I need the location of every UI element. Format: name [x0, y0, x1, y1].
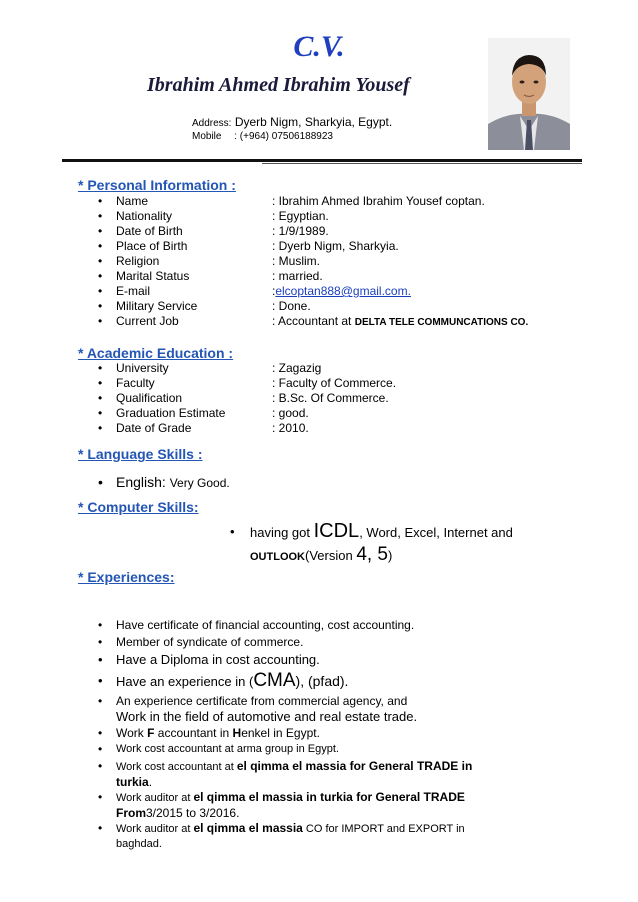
skill-icdl: ICDL: [313, 520, 360, 542]
email-link[interactable]: elcoptan888@gmail.com.: [275, 284, 411, 298]
item-value: : married.: [272, 269, 323, 283]
item-text: Work cost accountant at: [116, 761, 237, 773]
item-value: : 1/9/1989.: [272, 224, 329, 238]
item-value: : Dyerb Nigm, Sharkyia.: [272, 239, 399, 253]
experiences-list: • Have certificate of financial accounting, cost accounting. • Member of syndicate of commerce. • Have a Diploma in cost accounting. • Have an experience in (CMA), (pfad). • An experience certificate from commercial agency, and Work in the field of automotive and real estate trade. • Work F accountant in Henkel in Egypt. • Work cost accountant at arma group in Egypt. • Work cost accountant at el qimma el massia for General TRADE in turkia. • Work auditor at el qimma el massia in turkia for General TRADE From3/2015 to 3/2016. • Work auditor at el qimma el massia CO for IMPORT and EXPORT in baghdad.: [98, 618, 473, 850]
address-value: Dyerb Nigm, Sharkyia, Egypt.: [234, 115, 393, 129]
item-label: Marital Status: [116, 269, 190, 283]
item-value-prefix: :: [272, 284, 276, 298]
skill-text: (Version: [305, 548, 357, 563]
item-text: enkel in Egypt.: [241, 726, 320, 740]
full-name: Ibrahim Ahmed Ibrahim Yousef: [147, 74, 410, 96]
item-text-bold: From: [116, 806, 146, 820]
item-label: Current Job: [116, 314, 179, 328]
item-value: : 2010.: [272, 421, 309, 435]
item-text: Work auditor at: [116, 792, 194, 804]
item-text: Have certificate of financial accounting, cost accounting.: [116, 618, 415, 632]
mobile-label: Mobile: [192, 131, 222, 142]
item-value: : Faculty of Commerce.: [272, 376, 397, 390]
item-text: CO for IMPORT and EXPORT in: [302, 823, 465, 835]
item-text-bold: el qimma el massia for General TRADE in: [236, 759, 473, 773]
item-label: University: [116, 361, 169, 375]
item-label: Nationality: [116, 209, 173, 223]
item-label: Faculty: [116, 376, 155, 390]
item-text: accountant in: [154, 726, 233, 740]
item-label: Place of Birth: [116, 239, 188, 253]
item-text: .: [148, 775, 153, 789]
skill-text: ): [388, 548, 393, 563]
item-label: Qualification: [116, 391, 183, 405]
address-line: [192, 115, 392, 129]
item-text: An experience certificate from commercial agency, and: [116, 694, 408, 708]
item-text-bold: F: [147, 726, 155, 740]
personal-info-list: • Name : Ibrahim Ahmed Ibrahim Yousef coptan. • Nationality : Egyptian. • Date of Birth : 1/9/1989. • Place of Birth : Dyerb Nigm, Sharkyia. • Religion : Muslim. • Marital Status : married. • E-mail :elcoptan888@gmail.com. • Military Service : Done. • Current Job : Accountant at DELTA TELE COMMUNCATIONS CO.: [98, 194, 529, 328]
item-text: Work in the field of automotive and real estate trade.: [116, 709, 418, 724]
item-label: Religion: [116, 254, 160, 268]
academic-heading: * Academic Education :: [78, 345, 234, 361]
cv-title: C.V.: [293, 30, 345, 63]
item-text: baghdad.: [116, 838, 162, 850]
item-text: Work cost accountant at arma group in Egypt.: [116, 743, 339, 755]
academic-list: • University : Zagazig • Faculty : Faculty of Commerce. • Qualification : B.Sc. Of Commerce. • Graduation Estimate : good. • Date of Grade : 2010.: [98, 361, 397, 435]
item-label: Date of Grade: [116, 421, 192, 435]
experiences-heading: * Experiences:: [78, 569, 175, 585]
skill-text: , Word, Excel, Internet and: [359, 525, 513, 540]
language-heading: [78, 446, 232, 462]
item-label: E-mail: [116, 284, 151, 298]
profile-photo: [488, 38, 570, 150]
item-text-bold: H: [232, 726, 242, 740]
language-heading-text: * Language Skills :: [78, 446, 203, 462]
language-name: English:: [116, 474, 166, 490]
item-value: : B.Sc. Of Commerce.: [272, 391, 389, 405]
item-text-cma: CMA: [253, 670, 296, 691]
item-value: : Egyptian.: [272, 209, 329, 223]
item-label: Graduation Estimate: [116, 406, 226, 420]
item-text-bold: el qimma el massia in turkia for General TRADE: [193, 790, 465, 804]
item-text: Work: [116, 726, 148, 740]
item-text: 3/2015 to 3/2016.: [146, 806, 240, 820]
item-text-bold: turkia: [116, 775, 149, 789]
header-divider: [62, 159, 582, 162]
company-name: DELTA TELE COMMUNCATIONS CO.: [354, 317, 529, 328]
item-text: Have an experience in (: [116, 674, 254, 689]
personal-info-heading: * Personal Information :: [78, 177, 236, 193]
item-text-bold: el qimma el massia: [193, 821, 303, 835]
address-label: Address:: [192, 118, 232, 129]
item-value: : Done.: [272, 299, 311, 313]
skill-outlook: OUTLOOK: [250, 551, 305, 563]
item-text: Work auditor at: [116, 823, 194, 835]
item-label: Name: [116, 194, 149, 208]
item-value: : good.: [272, 406, 309, 420]
item-value: : Muslim.: [272, 254, 320, 268]
computer-heading: * Computer Skills:: [78, 499, 199, 515]
item-value-prefix: : Accountant at: [272, 314, 355, 328]
mobile-value: : (+964) 07506188923: [234, 131, 333, 142]
item-value: : Zagazig: [272, 361, 322, 375]
language-level: Very Good.: [169, 476, 230, 490]
item-label: Military Service: [116, 299, 198, 313]
skill-version: 4, 5: [356, 544, 389, 565]
item-label: Date of Birth: [116, 224, 183, 238]
header-divider-thin: [262, 163, 582, 164]
item-text: ), (pfad).: [295, 673, 349, 689]
mobile-line: [192, 131, 333, 142]
item-value: : Ibrahim Ahmed Ibrahim Yousef coptan.: [272, 194, 485, 208]
skill-text: having got: [250, 525, 314, 540]
item-text: Have a Diploma in cost accounting.: [116, 652, 320, 667]
item-text: Member of syndicate of commerce.: [116, 635, 304, 649]
